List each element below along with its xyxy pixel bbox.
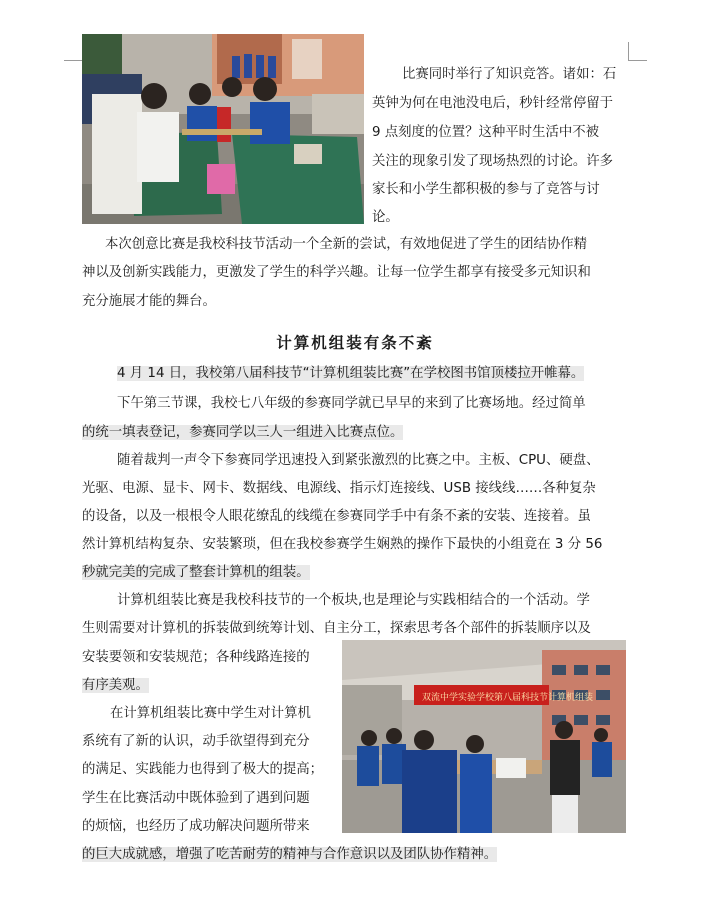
text-line: 家长和小学生都积极的参与了竞答与讨 [372, 182, 600, 197]
text-line: 光驱、电源、显卡、网卡、数据线、电源线、指示灯连接线、USB 接线线……各种复杂 [82, 481, 596, 496]
text-line: 系统有了新的认识，动手欲望得到充分 [82, 734, 310, 749]
text-line: 英钟为何在电池没电后，秒针经常停留于 [372, 96, 614, 111]
text-line: 的巨大成就感，增强了吃苦耐劳的精神与合作意识以及团队协作精神。 [82, 847, 498, 862]
margin-corner-mark [628, 42, 647, 61]
section-title: 计算机组装有条不紊 [276, 333, 434, 352]
margin-corner-mark [64, 42, 83, 61]
text-line: 然计算机结构复杂、安装繁琐，但在我校参赛学生娴熟的操作下最快的小组竟在 3 分 56 [82, 537, 603, 552]
photo-computer-assembly [342, 640, 626, 833]
text-line: 学生在比赛活动中既体验到了遇到问题 [82, 791, 310, 806]
text-line: 在计算机组装比赛中学生对计算机 [110, 706, 311, 721]
text-line: 比赛同时举行了知识竞答。诸如：石 [402, 67, 617, 82]
text-line: 的设备，以及一根根令人眼花缭乱的线缆在参赛同学手中有条不紊的安装、连接着。虽 [82, 509, 591, 524]
text-line: 的统一填表登记，参赛同学以三人一组进入比赛点位。 [82, 425, 404, 440]
text-line: 计算机组装比赛是我校科技节的一个板块,也是理论与实践相结合的一个活动。学 [117, 593, 590, 608]
text-line: 随着裁判一声令下参赛同学迅速投入到紧张激烈的比赛之中。主板、CPU、硬盘、 [117, 453, 600, 468]
text-line: 的烦恼，也经历了成功解决问题所带来 [82, 819, 310, 834]
text-line: 论。 [372, 210, 399, 225]
text-line: 本次创意比赛是我校科技节活动一个全新的尝试，有效地促进了学生的团结协作精 [105, 237, 588, 252]
text-line: 秒就完美的完成了整套计算机的组装。 [82, 565, 310, 580]
text-line: 4 月 14 日，我校第八届科技节“计算机组装比赛”在学校图书馆顶楼拉开帷幕。 [117, 366, 585, 381]
text-line: 神以及创新实践能力，更激发了学生的科学兴趣。让每一位学生都享有接受多元知识和 [82, 265, 591, 280]
text-line: 关注的现象引发了现场热烈的讨论。许多 [372, 154, 614, 169]
photo-banner-text: 双流中学实验学校第八届科技节计算机组装 [422, 693, 594, 703]
text-line: 安装要领和安装规范；各种线路连接的 [82, 650, 310, 665]
photo-students-competition [82, 34, 364, 224]
text-line: 下午第三节课，我校七八年级的参赛同学就已早早的来到了比赛场地。经过简单 [117, 396, 586, 411]
text-line: 9 点刻度的位置？这种平时生活中不被 [372, 125, 600, 140]
text-line: 有序美观。 [82, 678, 149, 693]
text-line: 充分施展才能的舞台。 [82, 294, 216, 309]
text-line: 的满足、实践能力也得到了极大的提高； [82, 762, 324, 777]
text-line: 生则需要对计算机的拆装做到统筹计划、自主分工，探索思考各个部件的拆装顺序以及 [82, 621, 591, 636]
